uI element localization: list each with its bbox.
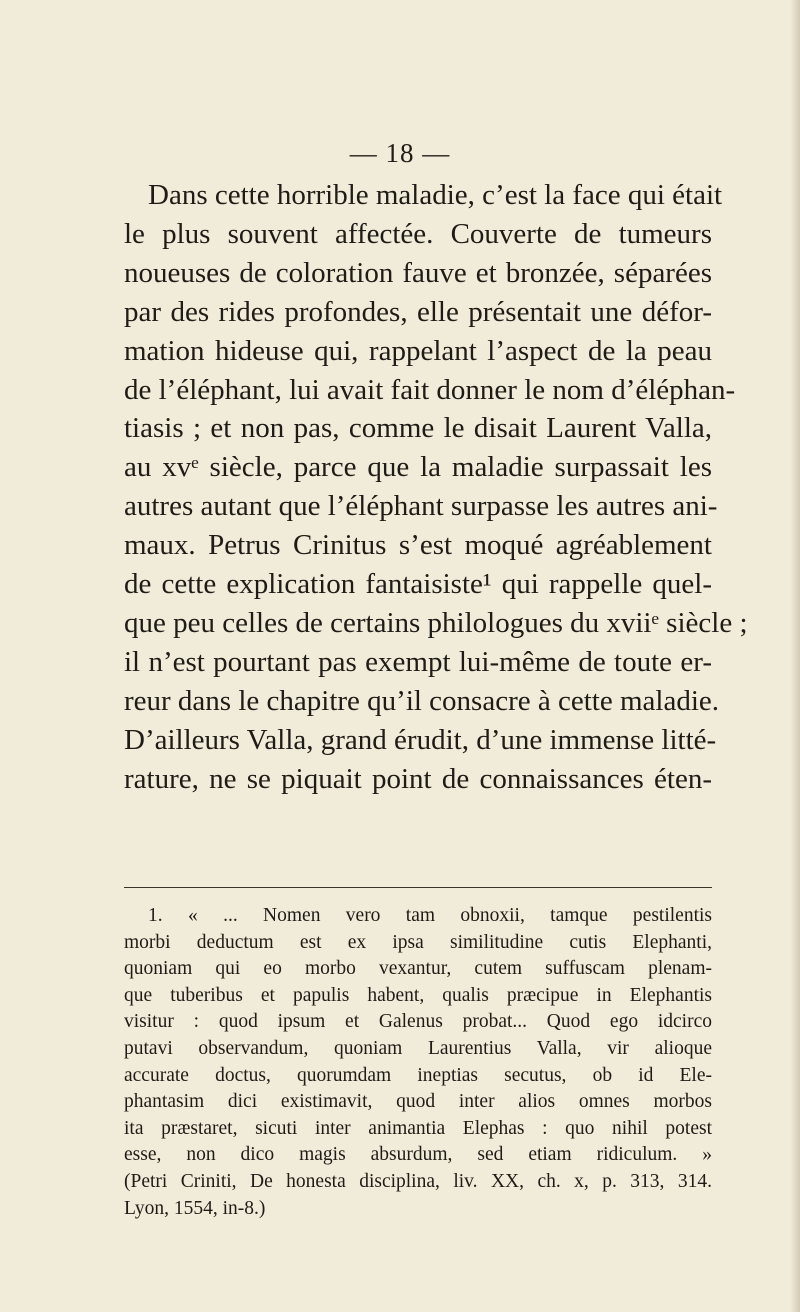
text-line: reur dans le chapitre qu’il consacre à cette maladie. — [124, 684, 719, 717]
text-line: Dans cette horrible maladie, c’est la face qui était — [148, 179, 723, 211]
footnote-line: Lyon, 1554, in-8.) — [124, 1197, 266, 1219]
text-line: de l’éléphant, lui avait fait donner le nom d’éléphan- — [124, 373, 736, 406]
footnote-line: morbi deductum est ex ipsa similitudine cutis Elephanti, — [124, 931, 712, 953]
text-line: par des rides profondes, elle présentait une défor- — [124, 295, 712, 328]
text-line: il n’est pourtant pas exempt lui-même de toute er- — [124, 645, 712, 678]
footnote-line: accurate doctus, quorumdam ineptias secutus, ob id Ele- — [124, 1064, 712, 1086]
main-text — [124, 176, 748, 799]
footnote-line: quoniam qui eo morbo vexantur, cutem suffuscam plenam- — [124, 958, 712, 980]
footnote-line: (Petri Criniti, De honesta disciplina, liv. XX, ch. x, p. 313, 314. — [124, 1170, 712, 1192]
text-line: maux. Petrus Crinitus s’est moqué agréablement — [124, 529, 712, 562]
text-line: mation hideuse qui, rappelant l’aspect de la peau — [124, 334, 712, 367]
text-line: au xvᵉ siècle, parce que la maladie surpassait les — [124, 451, 712, 484]
text-line: noueuses de coloration fauve et bronzée, séparées — [124, 256, 712, 289]
page-edge-shadow — [790, 0, 800, 1312]
footnote-line: esse, non dico magis absurdum, sed etiam ridiculum. » — [124, 1144, 712, 1166]
text-line: de cette explication fantaisiste¹ qui rappelle quel- — [124, 568, 712, 601]
footnote-line: 1. « ... Nomen vero tam obnoxii, tamque pestilentis — [148, 905, 712, 926]
text-line: rature, ne se piquait point de connaissances éten- — [124, 762, 712, 795]
footnote-line: visitur : quod ipsum et Galenus probat... Quod ego idcirco — [124, 1011, 712, 1033]
text-line: que peu celles de certains philologues du xviiᵉ siècle ; — [124, 606, 748, 639]
footnote-line: putavi observandum, quoniam Laurentius Valla, vir alioque — [124, 1037, 712, 1059]
footnote-line: phantasim dici existimavit, quod inter alios omnes morbos — [124, 1091, 712, 1113]
text-line: autres autant que l’éléphant surpasse les autres ani- — [124, 490, 718, 523]
footnote-line: que tuberibus et papulis habent, qualis præcipue in Elephantis — [124, 984, 712, 1006]
footnote-line: ita præstaret, sicuti inter animantia Elephas : quo nihil potest — [124, 1117, 712, 1139]
text-line: tiasis ; et non pas, comme le disait Laurent Valla, — [124, 412, 712, 445]
text-line: D’ailleurs Valla, grand érudit, d’une immense litté- — [124, 723, 717, 756]
footnote — [124, 903, 712, 1222]
text-line: le plus souvent affectée. Couverte de tumeurs — [124, 217, 712, 250]
page-number: — 18 — — [349, 138, 451, 168]
footnote-separator — [124, 887, 712, 888]
